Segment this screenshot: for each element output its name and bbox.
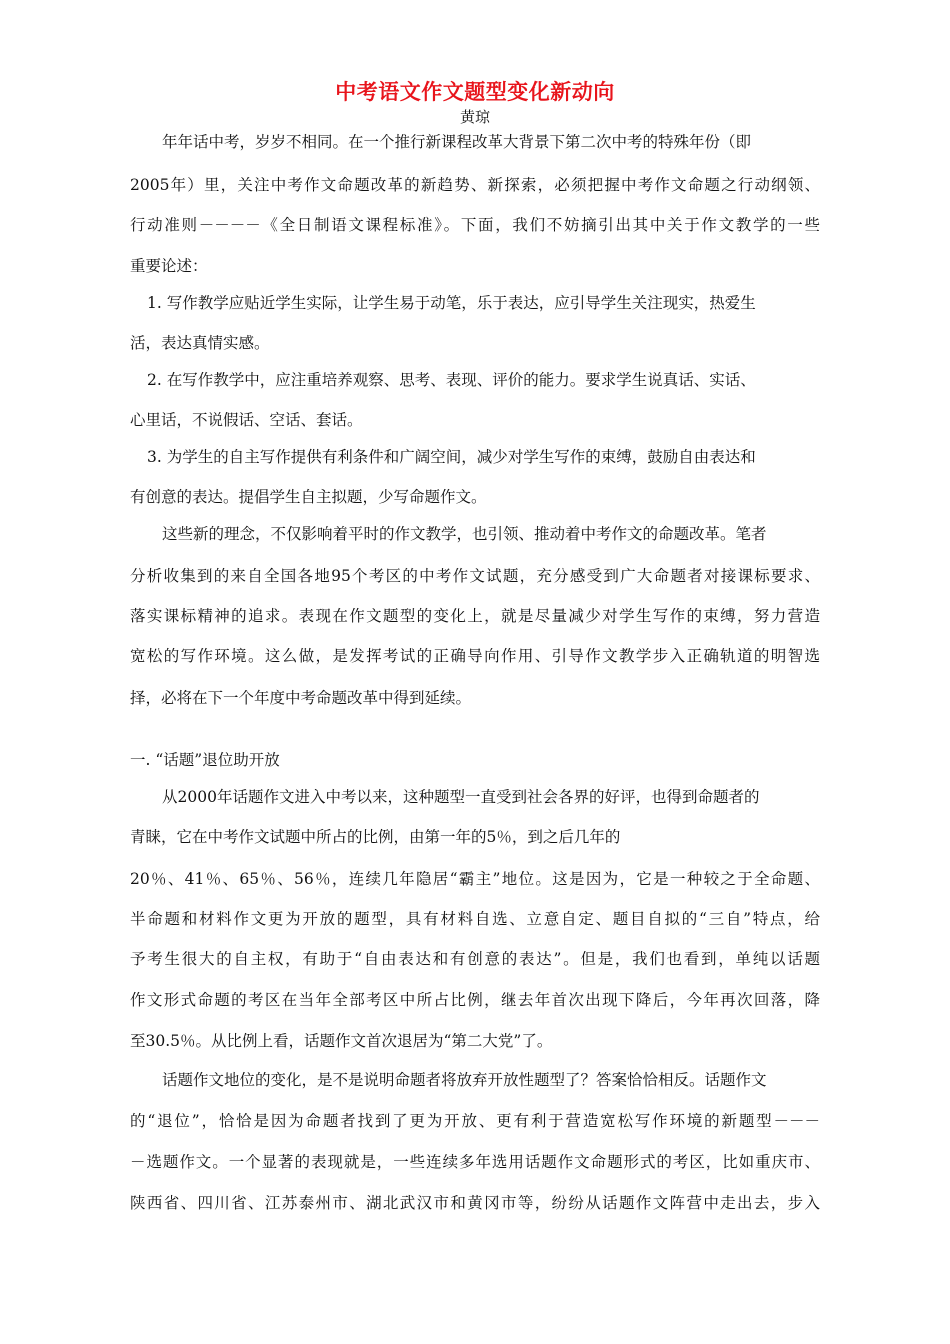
paragraph-line: 年年话中考，岁岁不相同。在一个推行新课程改革大背景下第二次中考的特殊年份（即: [162, 133, 752, 151]
section-heading: 一. “话题”退位助开放: [130, 751, 280, 769]
paragraph-line: 话题作文地位的变化，是不是说明命题者将放弃开放性题型了？答案恰恰相反。话题作文: [162, 1071, 767, 1089]
paragraph-line: －选题作文。一个显著的表现就是，一些连续多年选用话题作文命题形式的考区，比如重庆市、: [130, 1153, 820, 1171]
paragraph-line: 的“退位”，恰恰是因为命题者找到了更为开放、更有利于营造宽松写作环境的新题型－－－: [130, 1112, 820, 1130]
paragraph-line: 陕西省、四川省、江苏泰州市、湖北武汉市和黄冈市等，纷纷从话题作文阵营中走出去，步入: [130, 1194, 820, 1212]
list-item-line: 3. 为学生的自主写作提供有利条件和广阔空间，减少对学生写作的束缚，鼓励自由表达和: [147, 448, 756, 466]
paragraph-line: 作文形式命题的考区在当年全部考区中所占比例，继去年首次出现下降后，今年再次回落，降: [130, 991, 820, 1009]
paragraph-line: 择，必将在下一个年度中考命题改革中得到延续。: [130, 689, 472, 707]
list-item-line: 2. 在写作教学中，应注重培养观察、思考、表现、评价的能力。要求学生说真话、实话、: [147, 371, 756, 389]
paragraph-line: 行动准则－－－－《全日制语文课程标准》。下面，我们不妨摘引出其中关于作文教学的一些: [130, 216, 820, 234]
paragraph-line: 分析收集到的来自全国各地95个考区的中考作文试题，充分感受到广大命题者对接课标要求、: [130, 567, 820, 585]
paragraph-line: 重要论述：: [130, 257, 208, 275]
paragraph-line: 至30.5％。从比例上看，话题作文首次退居为“第二大党”了。: [130, 1032, 553, 1050]
paragraph-line: 2005年）里，关注中考作文命题改革的新趋势、新探索，必须把握中考作文命题之行动纲领、: [130, 176, 820, 194]
list-item-line: 有创意的表达。提倡学生自主拟题，少写命题作文。: [130, 488, 487, 506]
paragraph-line: 从2000年话题作文进入中考以来，这种题型一直受到社会各界的好评，也得到命题者的: [162, 788, 760, 806]
paragraph-line: 半命题和材料作文更为开放的题型，具有材料自选、立意自定、题目自拟的“三自”特点，给: [130, 910, 820, 928]
paragraph-line: 宽松的写作环境。这么做，是发挥考试的正确导向作用、引导作文教学步入正确轨道的明智选: [130, 647, 820, 665]
paragraph-line: 青睐，它在中考作文试题中所占的比例，由第一年的5％，到之后几年的: [130, 828, 621, 846]
document-title: 中考语文作文题型变化新动向: [335, 79, 615, 104]
paragraph-line: 20％、41％、65％、56％，连续几年隐居“霸主”地位。这是因为，它是一种较之于全命题、: [130, 870, 820, 888]
list-item-line: 活，表达真情实感。: [130, 334, 270, 352]
author-name: 黄琼: [459, 108, 490, 126]
paragraph-line: 予考生很大的自主权，有助于“自由表达和有创意的表达”。但是，我们也看到，单纯以话题: [130, 950, 820, 968]
paragraph-line: 这些新的理念，不仅影响着平时的作文教学，也引领、推动着中考作文的命题改革。笔者: [162, 525, 767, 543]
paragraph-line: 落实课标精神的追求。表现在作文题型的变化上，就是尽量减少对学生写作的束缚，努力营造: [130, 607, 820, 625]
list-item-line: 心里话，不说假话、空话、套话。: [130, 411, 363, 429]
list-item-line: 1. 写作教学应贴近学生实际，让学生易于动笔，乐于表达，应引导学生关注现实，热爱生: [147, 294, 756, 312]
